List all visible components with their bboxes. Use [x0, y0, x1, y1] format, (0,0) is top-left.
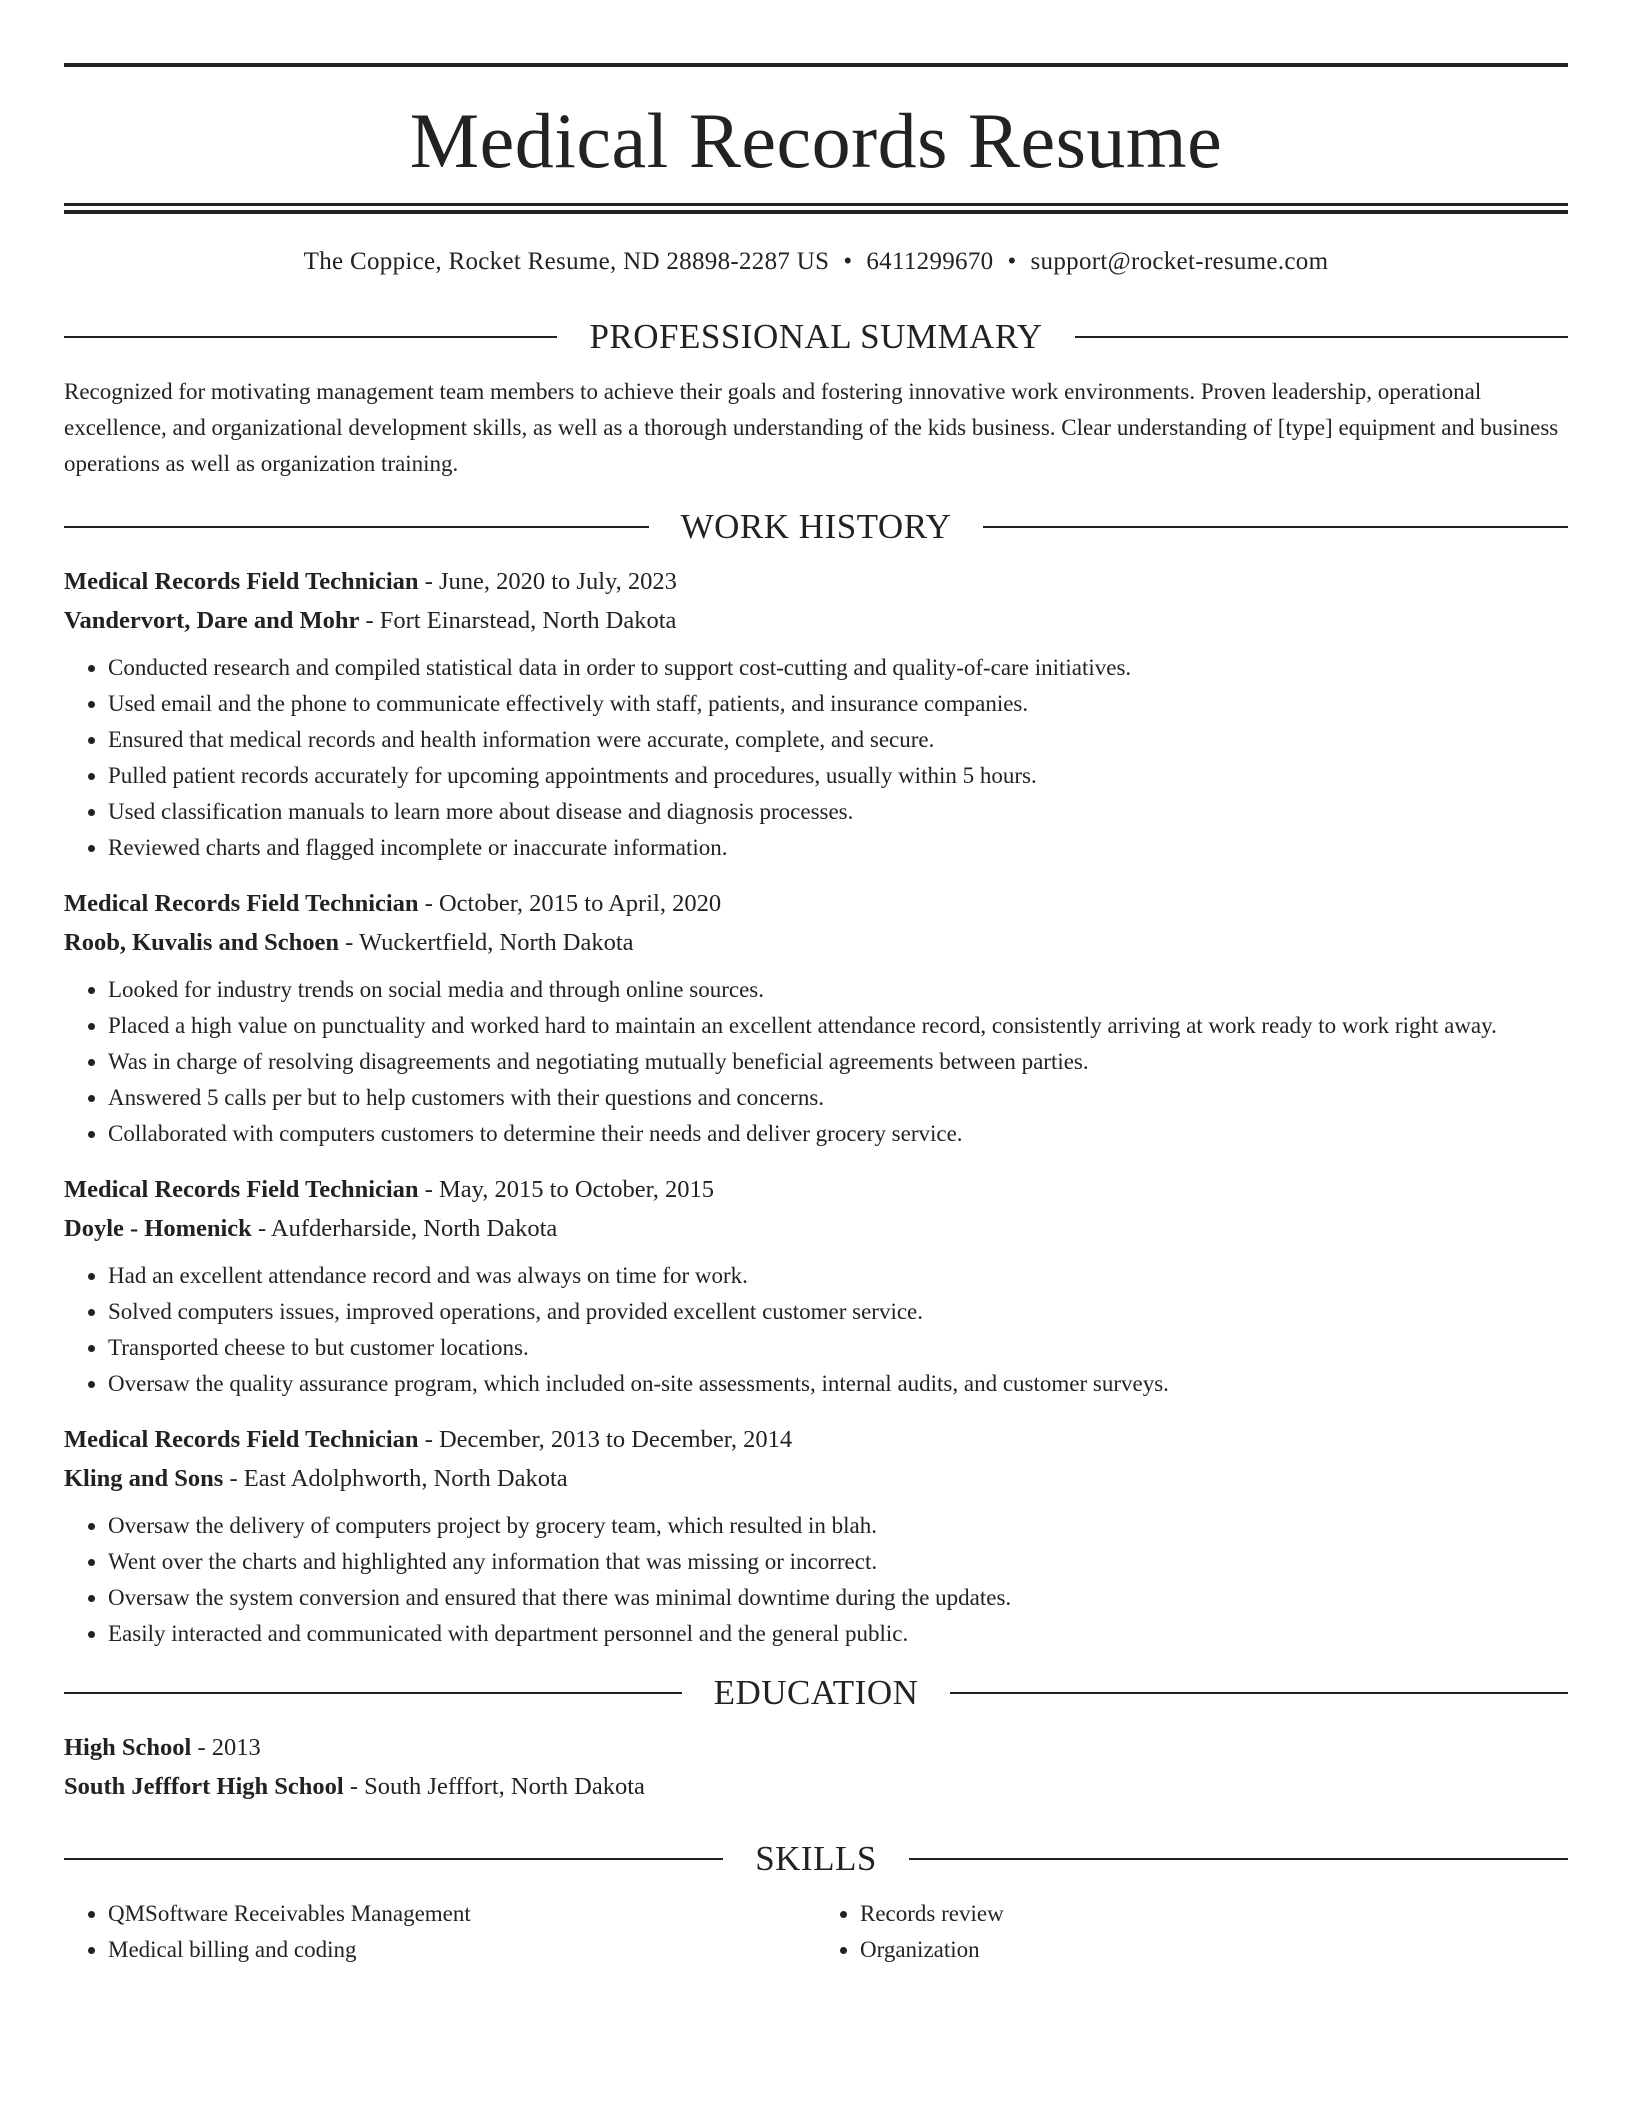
- job-title: Medical Records Field Technician: [64, 568, 419, 595]
- skills-section-heading: [64, 1836, 1568, 1882]
- section-rule-right: [950, 1692, 1568, 1694]
- education-school: South Jefffort High School: [64, 1773, 344, 1800]
- job-title-line: [64, 1170, 1568, 1209]
- job-company: Doyle - Homenick: [64, 1215, 252, 1242]
- job-company-line: [64, 1209, 1568, 1248]
- resume-content: [64, 0, 1568, 1968]
- contact-separator: •: [843, 248, 853, 275]
- skill-item: • QMSoftware Receivables Management: [108, 1896, 816, 1932]
- section-rule-right: [909, 1858, 1568, 1860]
- job-title-line: [64, 884, 1568, 923]
- section-title: EDUCATION: [713, 1673, 919, 1712]
- skills-list: [64, 1896, 1568, 1968]
- job-bullet: • Looked for industry trends on social media and through online sources.: [108, 972, 1568, 1008]
- title-double-rule: [64, 203, 1568, 214]
- contact-email: support@rocket-resume.com: [1030, 248, 1329, 275]
- job-dates: - December, 2013 to December, 2014: [418, 1426, 793, 1453]
- job-entry: [64, 562, 1568, 866]
- job-title-line: [64, 562, 1568, 601]
- job-company-line: [64, 1459, 1568, 1498]
- job-bullets: [64, 972, 1568, 1152]
- job-bullet: • Reviewed charts and flagged incomplete or inaccurate information.: [108, 830, 1568, 866]
- job-dates: - May, 2015 to October, 2015: [418, 1176, 715, 1203]
- job-bullets: [64, 1258, 1568, 1402]
- skill-item: • Medical billing and coding: [108, 1932, 816, 1968]
- job-bullet: • Collaborated with computers customers to determine their needs and deliver grocery service.: [108, 1116, 1568, 1152]
- job-title: Medical Records Field Technician: [64, 1426, 419, 1453]
- job-dates: - June, 2020 to July, 2023: [418, 568, 677, 595]
- job-bullet: • Went over the charts and highlighted any information that was missing or incorrect.: [108, 1544, 1568, 1580]
- section-title: SKILLS: [755, 1839, 877, 1878]
- job-location: - Fort Einarstead, North Dakota: [359, 607, 677, 634]
- job-entry: [64, 884, 1568, 1152]
- education-school-line: [64, 1767, 1568, 1806]
- contact-separator: •: [1007, 248, 1017, 275]
- jobs-list: [64, 562, 1568, 1652]
- education-entry: [64, 1728, 1568, 1806]
- job-location: - Aufderharside, North Dakota: [251, 1215, 558, 1242]
- section-title: PROFESSIONAL SUMMARY: [589, 317, 1043, 356]
- section-rule-right: [983, 526, 1568, 528]
- top-rule: [64, 63, 1568, 67]
- job-location: - Wuckertfield, North Dakota: [339, 929, 634, 956]
- section-rule-left: [64, 1858, 723, 1860]
- job-bullet: • Was in charge of resolving disagreements and negotiating mutually beneficial agreements between parties.: [108, 1044, 1568, 1080]
- section-rule-left: [64, 1692, 682, 1694]
- work-history-section-heading: [64, 504, 1568, 550]
- job-bullets: [64, 650, 1568, 866]
- job-company: Roob, Kuvalis and Schoen: [64, 929, 340, 956]
- job-entry: [64, 1170, 1568, 1402]
- summary-text: Recognized for motivating management team members to achieve their goals and fostering innovative work environments. Proven leadership, operational excellence, and organizational development skills, as well as a thorough understanding of the kids business. Clear understanding of [type] equipment and business operations as well as organization training.: [64, 379, 1559, 476]
- section-rule-left: [64, 336, 557, 338]
- job-bullet: • Oversaw the quality assurance program, which included on-site assessments, internal audits, and customer surveys.: [108, 1366, 1568, 1402]
- skills-column-left: [64, 1896, 816, 1968]
- job-company-line: [64, 601, 1568, 640]
- job-bullet: • Transported cheese to but customer locations.: [108, 1330, 1568, 1366]
- job-title: Medical Records Field Technician: [64, 890, 419, 917]
- job-bullet: • Oversaw the delivery of computers project by grocery team, which resulted in blah.: [108, 1508, 1568, 1544]
- job-bullet: • Answered 5 calls per but to help customers with their questions and concerns.: [108, 1080, 1568, 1116]
- education-section-heading: [64, 1670, 1568, 1716]
- job-bullet: • Ensured that medical records and health information were accurate, complete, and secure.: [108, 722, 1568, 758]
- job-bullet: • Conducted research and compiled statistical data in order to support cost-cutting and quality-of-care initiatives.: [108, 650, 1568, 686]
- job-bullets: [64, 1508, 1568, 1652]
- job-bullet: • Used classification manuals to learn more about disease and diagnosis processes.: [108, 794, 1568, 830]
- contact-phone: 6411299670: [866, 248, 994, 275]
- job-company: Vandervort, Dare and Mohr: [64, 607, 360, 634]
- education-location: - South Jefffort, North Dakota: [343, 1773, 645, 1800]
- job-bullet: • Used email and the phone to communicate effectively with staff, patients, and insurance companies.: [108, 686, 1568, 722]
- job-company: Kling and Sons: [64, 1465, 224, 1492]
- job-title-line: [64, 1420, 1568, 1459]
- contact-address: The Coppice, Rocket Resume, ND 28898-2287 US: [303, 248, 830, 275]
- skill-item: • Records review: [860, 1896, 1568, 1932]
- contact-line: [64, 244, 1568, 280]
- job-title: Medical Records Field Technician: [64, 1176, 419, 1203]
- job-bullet: • Easily interacted and communicated with department personnel and the general public.: [108, 1616, 1568, 1652]
- section-rule-right: [1075, 336, 1568, 338]
- skill-item: • Organization: [860, 1932, 1568, 1968]
- job-dates: - October, 2015 to April, 2020: [418, 890, 722, 917]
- job-bullet: • Placed a high value on punctuality and worked hard to maintain an excellent attendance record, consistently arriving at work ready to work right away.: [108, 1008, 1568, 1044]
- resume-title: Medical Records Resume: [409, 97, 1223, 184]
- job-entry: [64, 1420, 1568, 1652]
- job-bullet: • Oversaw the system conversion and ensured that there was minimal downtime during the updates.: [108, 1580, 1568, 1616]
- job-location: - East Adolphworth, North Dakota: [223, 1465, 568, 1492]
- education-degree-line: [64, 1728, 1568, 1767]
- section-title: WORK HISTORY: [680, 507, 952, 546]
- section-rule-left: [64, 526, 649, 528]
- skills-column-right: [816, 1896, 1568, 1968]
- education-degree: High School: [64, 1734, 192, 1761]
- job-bullet: • Solved computers issues, improved operations, and provided excellent customer service.: [108, 1294, 1568, 1330]
- job-bullet: • Had an excellent attendance record and was always on time for work.: [108, 1258, 1568, 1294]
- summary-section-heading: [64, 314, 1568, 360]
- job-bullet: • Pulled patient records accurately for upcoming appointments and procedures, usually within 5 hours.: [108, 758, 1568, 794]
- education-year: - 2013: [191, 1734, 261, 1761]
- job-company-line: [64, 923, 1568, 962]
